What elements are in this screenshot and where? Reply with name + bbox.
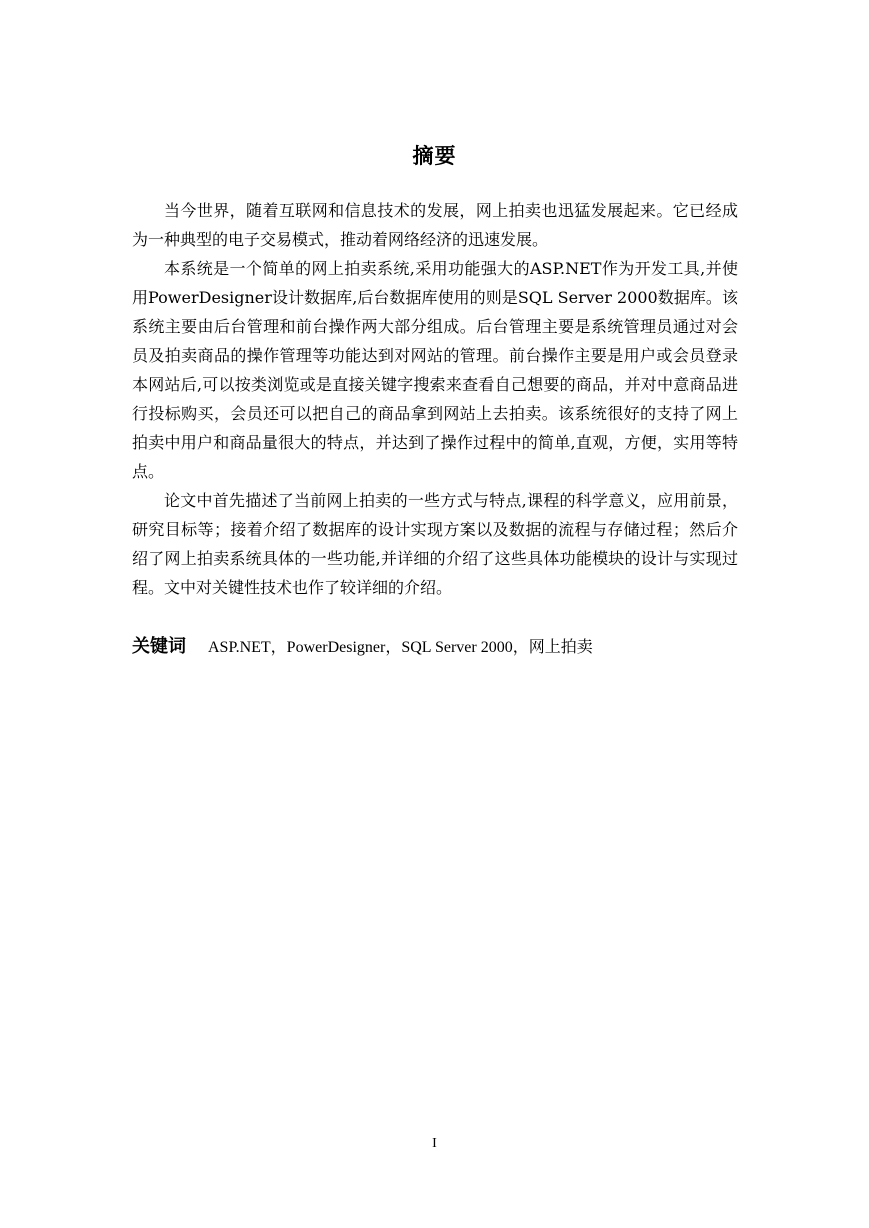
abstract-paragraph-3: 论文中首先描述了当前网上拍卖的一些方式与特点,课程的科学意义，应用前景，研究目标等；接着介绍了数据库的设计实现方案以及数据的流程与存储过程；然后介绍了网上拍卖系统具体的一些功能,并详细的介绍了这些具体功能模块的设计与实现过程。文中对关键性技术也作了较详细的介绍。 [132, 491, 738, 597]
abstract-title: 摘要 [412, 144, 457, 168]
abstract-paragraph-2: 本系统是一个简单的网上拍卖系统,采用功能强大的ASP.NET作为开发工具,并使用PowerDesigner设计数据库,后台数据库使用的则是SQL Server 2000数据库。该系统主要由后台管理和前台操作两大部分组成。后台管理主要是系统管理员通过对会员及拍卖商品的操作管理等功能达到对网站的管理。前台操作主要是用户或会员登录本网站后,可以按类浏览或是直接关键字搜索来查看自己想要的商品，并对中意商品进行投标购买，会员还可以把自己的商品拿到网站上去拍卖。该系统很好的支持了网上拍卖中用户和商品量很大的特点，并达到了操作过程中的简单,直观，方便，实用等特点。 [132, 259, 738, 481]
abstract-body [132, 196, 738, 602]
keywords-label: 关键词 [132, 636, 186, 657]
page-number: I [432, 1136, 437, 1151]
keywords-text: ASP.NET，PowerDesigner，SQL Server 2000，网上拍卖 [208, 639, 593, 656]
keywords-line [132, 632, 738, 658]
abstract-paragraph-1: 当今世界，随着互联网和信息技术的发展，网上拍卖也迅猛发展起来。它已经成为一种典型的电子交易模式，推动着网络经济的迅速发展。 [132, 201, 738, 249]
